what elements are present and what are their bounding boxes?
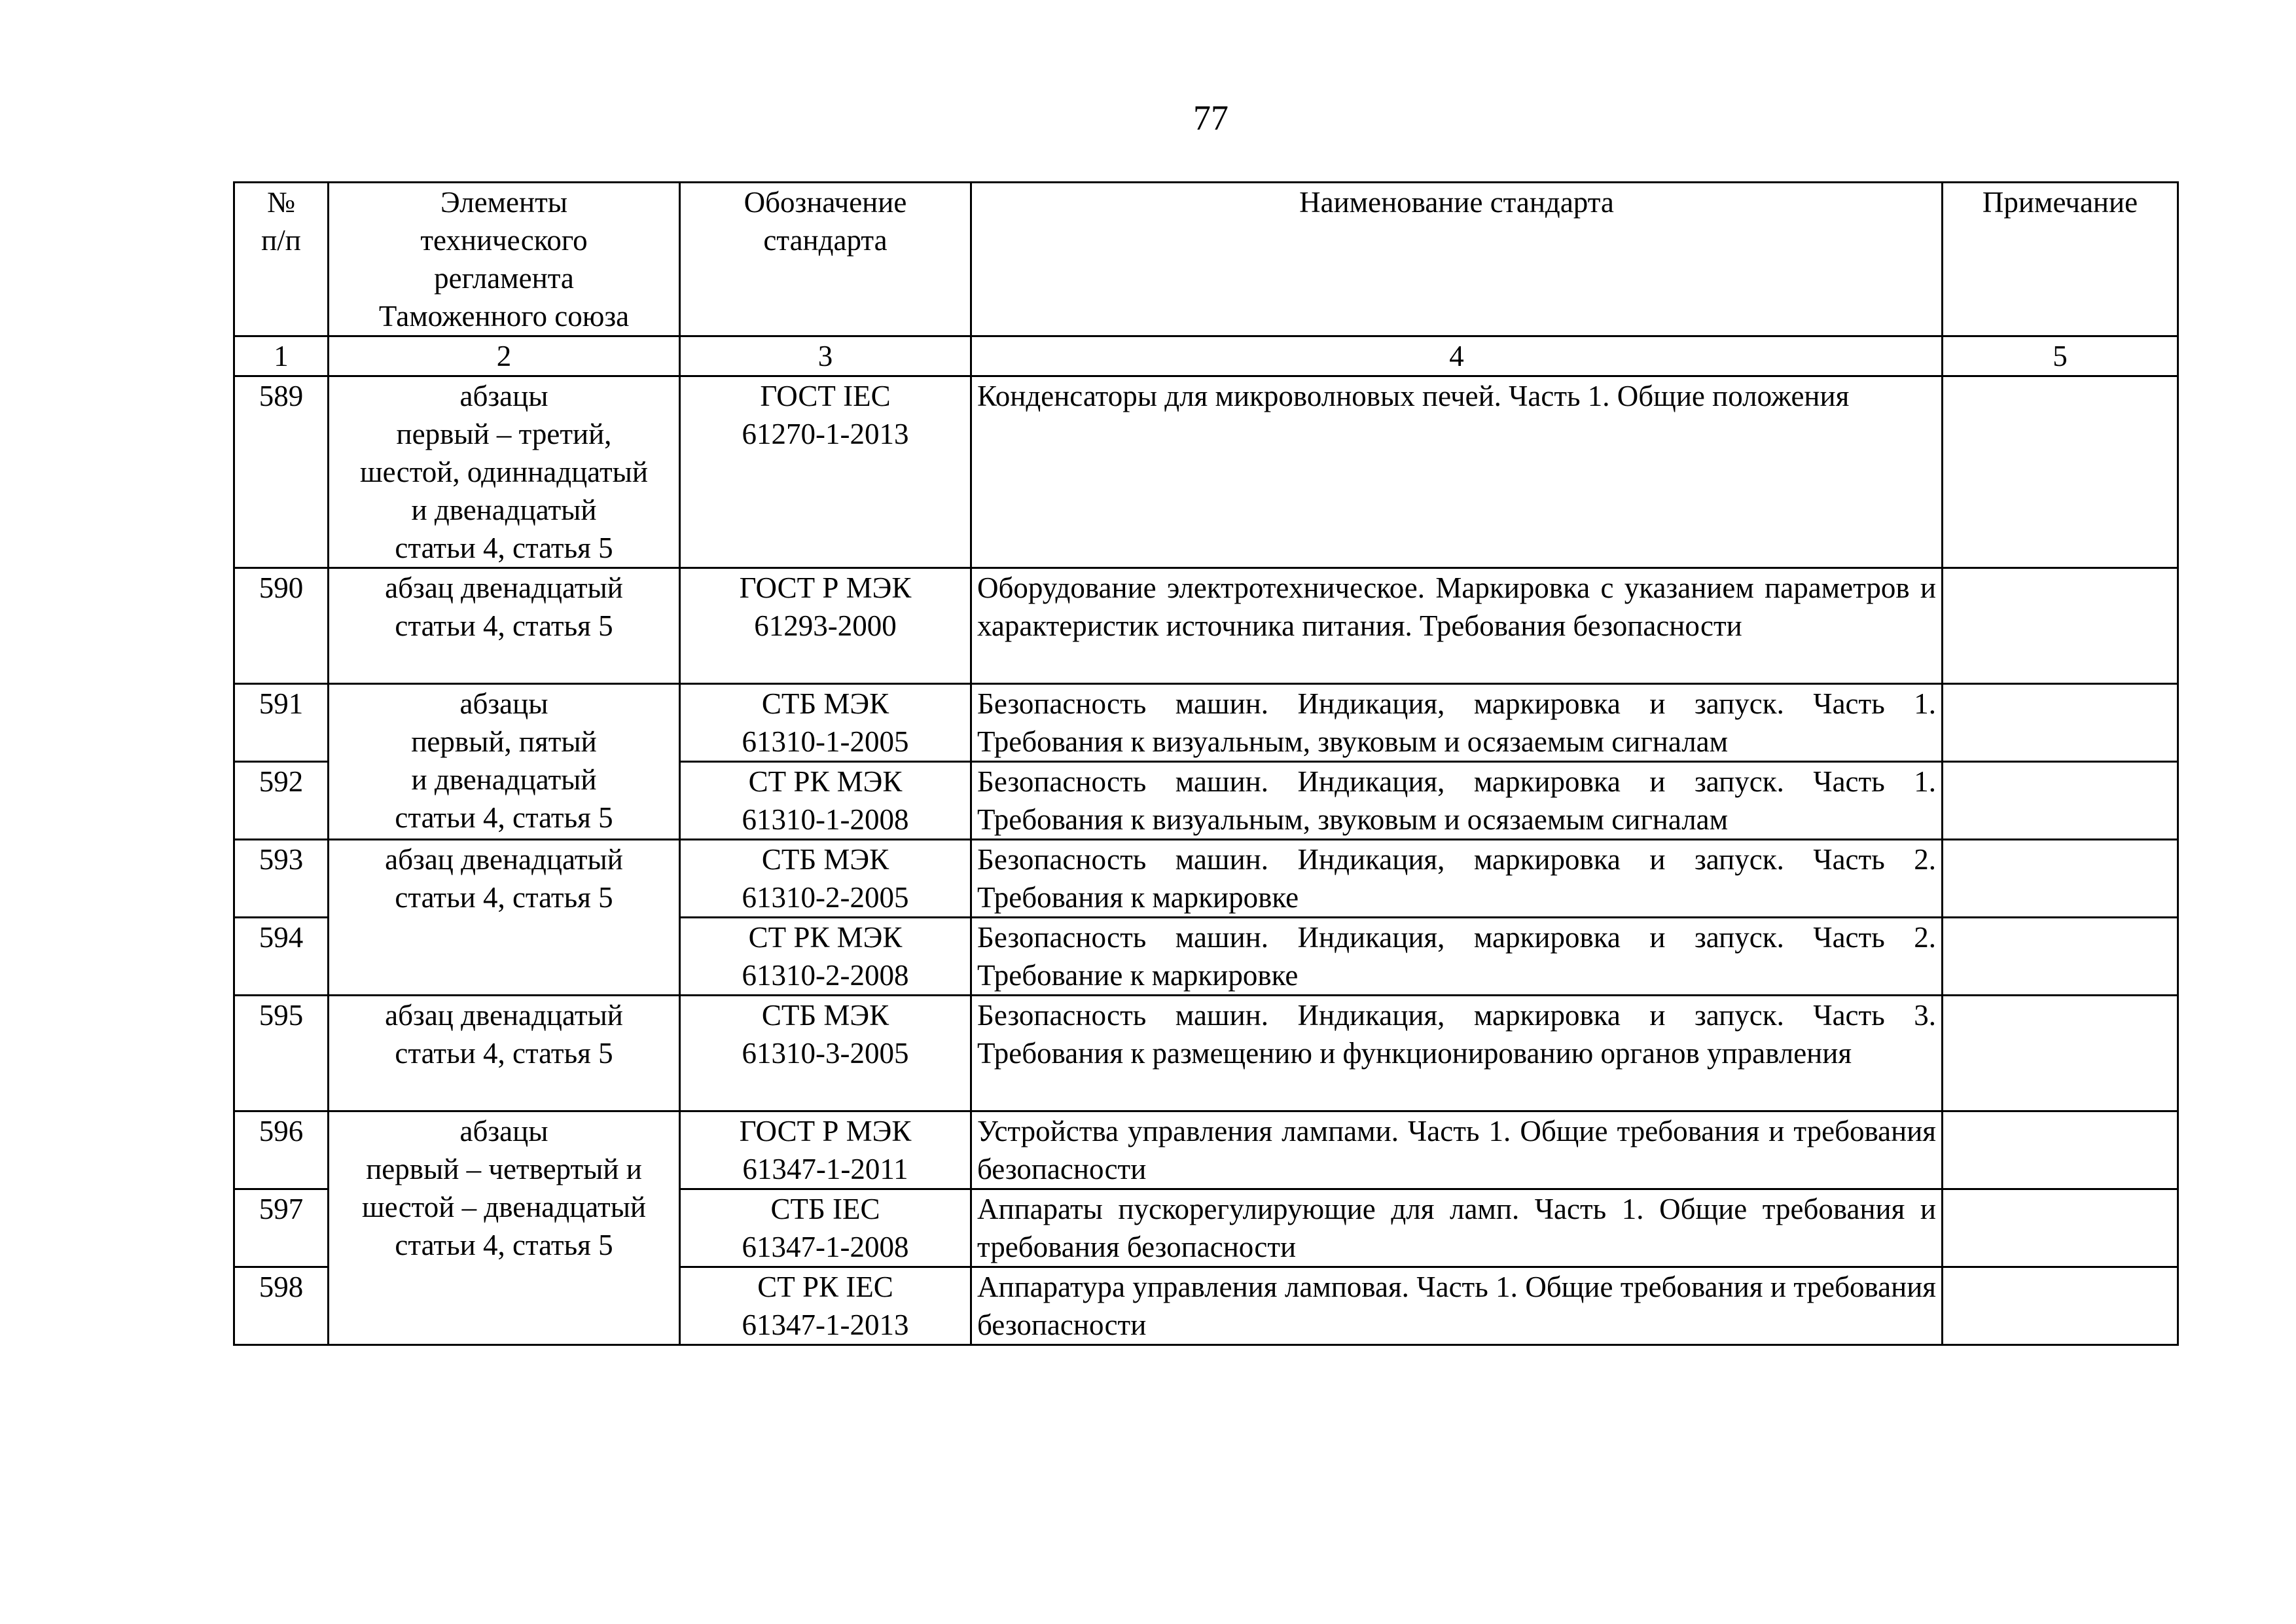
page-number: 77 (1193, 98, 1229, 137)
standards-table (233, 181, 2179, 1346)
header-row (234, 183, 2178, 336)
row-number: 593 (234, 840, 329, 918)
note (1943, 1267, 2178, 1345)
table-row (234, 1111, 2178, 1189)
row-number: 589 (234, 376, 329, 568)
column-number-row (234, 336, 2178, 376)
table-row (234, 376, 2178, 568)
standard-name: Конденсаторы для микроволновых печей. Часть 1. Общие положения (971, 376, 1943, 568)
standard-code: СТБ МЭК 61310-1-2005 (680, 684, 971, 762)
standard-name: Безопасность машин. Индикация, маркировка и запуск. Часть 2. Требование к маркировке (971, 918, 1943, 996)
note (1943, 996, 2178, 1111)
note (1943, 376, 2178, 568)
row-number: 594 (234, 918, 329, 996)
standard-code: СТ РК МЭК 61310-1-2008 (680, 762, 971, 840)
header-note: Примечание (1943, 183, 2178, 336)
note (1943, 568, 2178, 684)
note (1943, 762, 2178, 840)
standard-code: СТ РК МЭК 61310-2-2008 (680, 918, 971, 996)
standard-name: Оборудование электротехническое. Маркировка с указанием параметров и характеристик источника питания. Требования безопасности (971, 568, 1943, 684)
standard-name: Безопасность машин. Индикация, маркировка и запуск. Часть 1. Требования к визуальным, звуковым и осязаемым сигналам (971, 684, 1943, 762)
regulation-elements: абзац двенадцатый статьи 4, статья 5 (329, 840, 680, 996)
header-name: Наименование стандарта (971, 183, 1943, 336)
table-row (234, 684, 2178, 762)
standard-name: Безопасность машин. Индикация, маркировка и запуск. Часть 3. Требования к размещению и функционированию органов управления (971, 996, 1943, 1111)
standard-name: Безопасность машин. Индикация, маркировка и запуск. Часть 2. Требования к маркировке (971, 840, 1943, 918)
standard-code: СТБ МЭК 61310-3-2005 (680, 996, 971, 1111)
row-number: 597 (234, 1189, 329, 1267)
standard-name: Аппаратура управления ламповая. Часть 1. Общие требования и требования безопасности (971, 1267, 1943, 1345)
row-number: 592 (234, 762, 329, 840)
row-number: 598 (234, 1267, 329, 1345)
column-number: 1 (234, 336, 329, 376)
note (1943, 1111, 2178, 1189)
row-number: 596 (234, 1111, 329, 1189)
row-number: 590 (234, 568, 329, 684)
column-number: 5 (1943, 336, 2178, 376)
regulation-elements: абзацы первый – третий, шестой, одиннадцатый и двенадцатый статьи 4, статья 5 (329, 376, 680, 568)
standard-code: СТБ IEC 61347-1-2008 (680, 1189, 971, 1267)
standard-name: Аппараты пускорегулирующие для ламп. Часть 1. Общие требования и требования безопасности (971, 1189, 1943, 1267)
header-code: Обозначение стандарта (680, 183, 971, 336)
regulation-elements: абзац двенадцатый статьи 4, статья 5 (329, 996, 680, 1111)
row-number: 595 (234, 996, 329, 1111)
standard-code: ГОСТ Р МЭК 61347-1-2011 (680, 1111, 971, 1189)
standard-code: ГОСТ Р МЭК 61293-2000 (680, 568, 971, 684)
note (1943, 1189, 2178, 1267)
note (1943, 918, 2178, 996)
header-elements: Элементы технического регламента Таможенного союза (329, 183, 680, 336)
standard-name: Устройства управления лампами. Часть 1. Общие требования и требования безопасности (971, 1111, 1943, 1189)
standard-code: СТ РК IEC 61347-1-2013 (680, 1267, 971, 1345)
table-row (234, 568, 2178, 684)
note (1943, 840, 2178, 918)
column-number: 4 (971, 336, 1943, 376)
regulation-elements: абзацы первый, пятый и двенадцатый статьи 4, статья 5 (329, 684, 680, 840)
column-number: 3 (680, 336, 971, 376)
standard-code: СТБ МЭК 61310-2-2005 (680, 840, 971, 918)
regulation-elements: абзацы первый – четвертый и шестой – двенадцатый статьи 4, статья 5 (329, 1111, 680, 1345)
note (1943, 684, 2178, 762)
header-num: № п/п (234, 183, 329, 336)
table-row (234, 996, 2178, 1111)
regulation-elements: абзац двенадцатый статьи 4, статья 5 (329, 568, 680, 684)
column-number: 2 (329, 336, 680, 376)
table-row (234, 840, 2178, 918)
standard-name: Безопасность машин. Индикация, маркировка и запуск. Часть 1. Требования к визуальным, звуковым и осязаемым сигналам (971, 762, 1943, 840)
row-number: 591 (234, 684, 329, 762)
standard-code: ГОСТ IEC 61270-1-2013 (680, 376, 971, 568)
